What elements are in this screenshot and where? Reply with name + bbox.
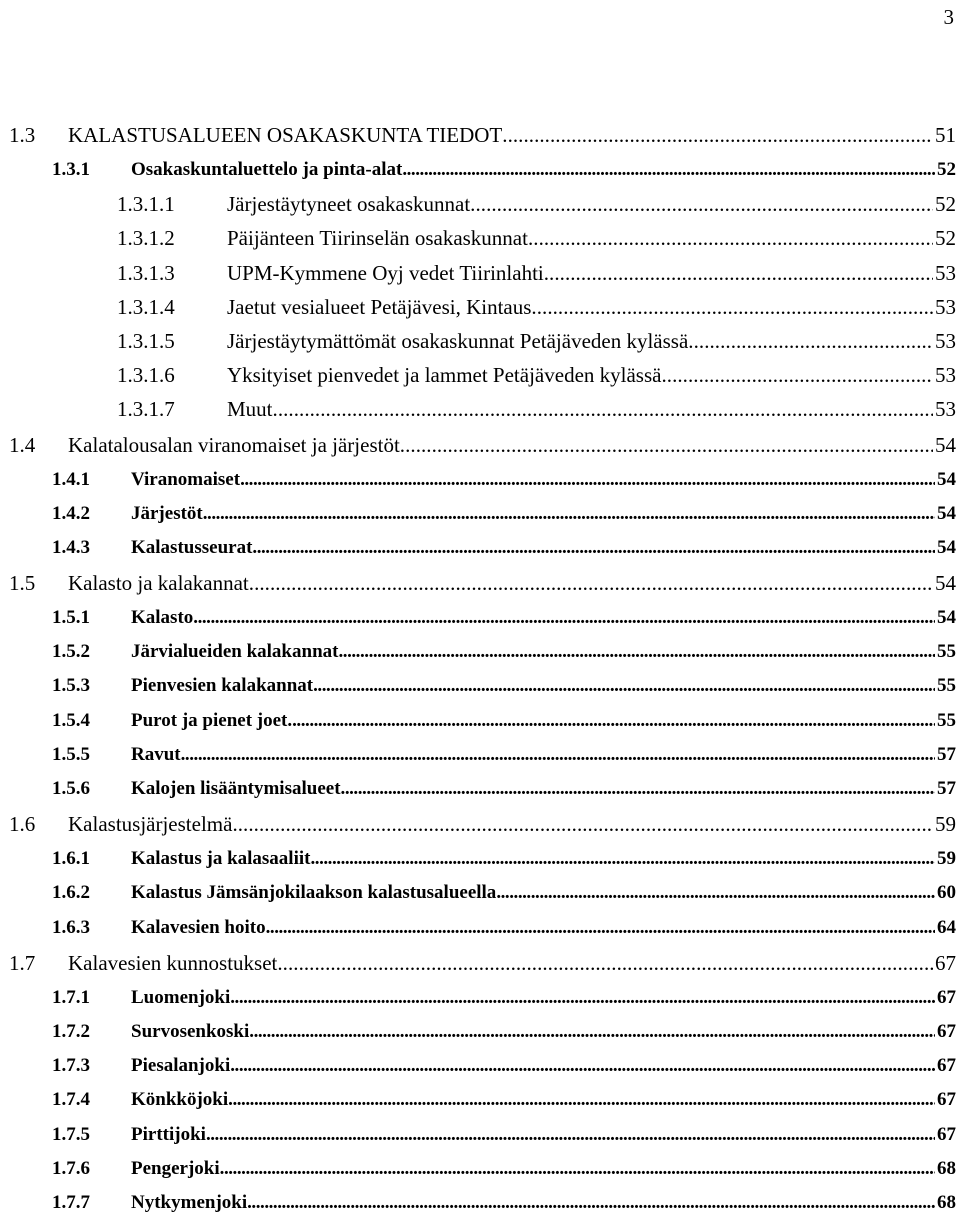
toc-entry-page: 57 [937, 778, 956, 799]
toc-entry-number: 1.7.5 [52, 1123, 90, 1145]
toc-entry-number: 1.5.1 [52, 607, 90, 629]
dot-leader [661, 358, 933, 392]
toc-entry-1-3-1-1[interactable] [0, 187, 956, 221]
toc-entry-number: 1.4.1 [52, 468, 90, 490]
toc-entry-number: 1.6 [9, 812, 36, 837]
toc-entry-title: Piesalanjoki [131, 1055, 231, 1077]
toc-entry-number: 1.3 [9, 123, 36, 147]
toc-entry-1-6[interactable] [0, 806, 956, 842]
toc-entry-title: Järjestäytyneet osakaskunnat [227, 192, 471, 217]
toc-entry-1-5-4[interactable] [0, 704, 956, 738]
toc-entry-number: 1.7.7 [52, 1191, 90, 1213]
toc-entry-number: 1.3.1.2 [117, 226, 175, 251]
toc-entry-title: Osakaskuntaluettelo ja pinta-alat [131, 159, 403, 180]
dot-leader [528, 221, 933, 255]
toc-entry-1-5-2[interactable] [0, 635, 956, 669]
toc-entry-number: 1.5.6 [52, 778, 90, 799]
toc-entry-page: 53 [935, 260, 956, 285]
toc-entry-1-3-1[interactable] [0, 153, 956, 187]
toc-entry-page: 67 [937, 1089, 956, 1111]
toc-entry-page: 54 [937, 536, 956, 558]
toc-entry-page: 54 [935, 432, 956, 457]
toc-entry-title: Yksityiset pienvedet ja lammet Petäjäveden kylässä [227, 363, 662, 388]
dot-leader [688, 324, 933, 358]
dot-leader [181, 738, 935, 772]
toc-entry-number: 1.7.2 [52, 1020, 90, 1042]
toc-entry-number: 1.7 [9, 950, 36, 975]
dot-leader [400, 427, 933, 463]
toc-entry-page: 55 [937, 675, 956, 697]
toc-entry-number: 1.3.1.6 [117, 363, 175, 388]
toc-entry-number: 1.7.4 [52, 1089, 90, 1111]
toc-entry-title: Survosenkoski [131, 1020, 250, 1042]
toc-entry-page: 54 [935, 571, 956, 596]
toc-entry-title: Pienvesien kalakannat [131, 675, 314, 697]
toc-entry-title: Ravut [131, 743, 181, 765]
toc-entry-1-3-1-6[interactable] [0, 358, 956, 392]
toc-entry-title: Kalavesien hoito [131, 916, 266, 938]
toc-entry-title: Nytkymenjoki [131, 1191, 248, 1213]
toc-entry-1-6-1[interactable] [0, 842, 956, 876]
toc-entry-title: Purot ja pienet joet. [131, 709, 293, 731]
toc-entry-1-5-3[interactable] [0, 669, 956, 703]
dot-leader [496, 876, 935, 910]
toc-entry-title: Kalavesien kunnostukset [68, 950, 278, 975]
toc-entry-title: Päijänteen Tiirinselän osakaskunnat [227, 226, 528, 251]
dot-leader [310, 842, 935, 876]
dot-leader [341, 772, 935, 806]
toc-entry-number: 1.6.3 [52, 916, 90, 938]
dot-leader [206, 1118, 935, 1152]
toc-entry-title: UPM-Kymmene Oyj vedet Tiirinlahti [227, 260, 544, 285]
dot-leader [249, 1015, 935, 1049]
toc-entry-title: Kalastus Jämsänjokilaakson kalastusalueella [131, 882, 497, 904]
toc-entry-1-6-2[interactable] [0, 876, 956, 910]
toc-entry-1-5[interactable] [0, 565, 956, 601]
toc-entry-title: Luomenjoki [131, 986, 231, 1008]
dot-leader [240, 463, 935, 497]
toc-entry-title: Kalojen lisääntymisalueet [131, 778, 341, 799]
toc-entry-1-4-1[interactable] [0, 463, 956, 497]
toc-entry-title: Järjestöt [131, 502, 203, 524]
dot-leader [230, 1049, 935, 1083]
dot-leader [338, 635, 935, 669]
toc-entry-number: 1.4.2 [52, 502, 90, 524]
toc-entry-1-3-1-7[interactable] [0, 392, 956, 426]
dot-leader [470, 187, 933, 221]
dot-leader [266, 911, 935, 945]
dot-leader [544, 256, 933, 290]
toc-entry-1-7-6[interactable] [0, 1152, 956, 1186]
toc-entry-page: 53 [935, 363, 956, 388]
dot-leader [220, 1152, 935, 1186]
table-of-contents [0, 117, 956, 1220]
toc-entry-number: 1.3.1.4 [117, 294, 175, 319]
toc-entry-page: 53 [935, 328, 956, 353]
toc-entry-page: 68 [937, 1191, 956, 1213]
toc-entry-number: 1.6.1 [52, 848, 90, 870]
dot-leader [292, 704, 935, 738]
toc-entry-number: 1.7.3 [52, 1055, 90, 1077]
toc-entry-1-7-5[interactable] [0, 1118, 956, 1152]
toc-entry-page: 67 [935, 950, 956, 975]
toc-entry-1-3[interactable] [0, 117, 956, 153]
toc-entry-page: 67 [937, 986, 956, 1008]
dot-leader [402, 153, 935, 187]
toc-entry-1-3-1-5[interactable] [0, 324, 956, 358]
toc-entry-1-4-3[interactable] [0, 531, 956, 565]
dot-leader [249, 565, 933, 601]
toc-entry-1-3-1-4[interactable] [0, 290, 956, 324]
toc-entry-title: Kalasto [131, 607, 194, 629]
toc-entry-page: 57 [937, 743, 956, 765]
toc-entry-title: Pirttijoki [131, 1123, 206, 1145]
toc-entry-page: 55 [937, 709, 956, 731]
toc-entry-page: 67 [937, 1055, 956, 1077]
toc-entry-title: Kalastusseurat [131, 536, 253, 558]
toc-entry-page: 59 [937, 848, 956, 870]
toc-entry-number: 1.5.5 [52, 743, 90, 765]
toc-entry-page: 67 [937, 1020, 956, 1042]
toc-entry-1-4-2[interactable] [0, 497, 956, 531]
dot-leader [273, 392, 933, 426]
toc-entry-page: 54 [937, 607, 956, 629]
toc-entry-title: Järjestäytymättömät osakaskunnat Petäjäveden kylässä [227, 328, 689, 353]
toc-entry-1-7[interactable] [0, 945, 956, 981]
toc-entry-page: 54 [937, 502, 956, 524]
toc-entry-1-3-1-2[interactable] [0, 221, 956, 255]
toc-entry-number: 1.5 [9, 571, 36, 596]
toc-entry-page: 64 [937, 916, 956, 938]
toc-entry-1-3-1-3[interactable] [0, 256, 956, 290]
toc-entry-1-5-1[interactable] [0, 601, 956, 635]
toc-entry-1-7-7[interactable] [0, 1186, 956, 1220]
toc-entry-page: 52 [935, 192, 956, 217]
toc-entry-title: Kalatalousalan viranomaiset ja järjestöt [68, 432, 400, 457]
toc-entry-number: 1.4.3 [52, 536, 90, 558]
toc-entry-title: Kalasto ja kalakannat [68, 571, 249, 596]
page-number: 3 [943, 5, 954, 29]
toc-entry-page: 68 [937, 1157, 956, 1179]
toc-entry-1-7-3[interactable] [0, 1049, 956, 1083]
toc-entry-number: 1.5.3 [52, 675, 90, 697]
toc-entry-number: 1.5.2 [52, 641, 90, 663]
toc-entry-page: 53 [935, 294, 956, 319]
dot-leader [502, 117, 933, 153]
dot-leader [232, 806, 933, 842]
toc-entry-1-5-5[interactable] [0, 738, 956, 772]
toc-entry-number: 1.3.1.5 [117, 328, 175, 353]
toc-entry-number: 1.3.1 [52, 159, 90, 180]
toc-entry-page: 54 [937, 468, 956, 490]
toc-entry-title: Kalastusjärjestelmä [68, 812, 233, 837]
toc-entry-title: Järvialueiden kalakannat [131, 641, 339, 663]
toc-entry-page: 59 [935, 812, 956, 837]
dot-leader [313, 669, 935, 703]
toc-entry-1-5-6[interactable] [0, 772, 956, 806]
toc-entry-title: Könkköjoki [131, 1089, 229, 1111]
toc-entry-number: 1.7.1 [52, 986, 90, 1008]
toc-entry-1-6-3[interactable] [0, 911, 956, 945]
toc-entry-page: 60 [937, 882, 956, 904]
dot-leader [193, 601, 935, 635]
toc-entry-number: 1.6.2 [52, 882, 90, 904]
dot-leader [252, 531, 935, 565]
dot-leader [531, 290, 933, 324]
toc-entry-title: Jaetut vesialueet Petäjävesi, Kintaus [227, 294, 532, 319]
toc-entry-1-7-2[interactable] [0, 1015, 956, 1049]
toc-entry-page: 52 [937, 159, 956, 180]
toc-entry-title: Viranomaiset [131, 468, 241, 490]
toc-entry-1-7-4[interactable] [0, 1083, 956, 1117]
toc-entry-page: 55 [937, 641, 956, 663]
toc-entry-page: 51 [935, 123, 956, 147]
toc-entry-number: 1.4 [9, 432, 36, 457]
toc-entry-page: 52 [935, 226, 956, 251]
toc-entry-page: 53 [935, 397, 956, 422]
toc-entry-number: 1.3.1.1 [117, 192, 175, 217]
toc-entry-title: Kalastus ja kalasaaliit [131, 848, 311, 870]
toc-entry-number: 1.3.1.3 [117, 260, 175, 285]
toc-entry-1-4[interactable] [0, 427, 956, 463]
toc-entry-number: 1.5.4 [52, 709, 90, 731]
toc-entry-title: KALASTUSALUEEN OSAKASKUNTA TIEDOT [68, 123, 503, 147]
dot-leader [228, 1083, 935, 1117]
dot-leader [203, 497, 935, 531]
dot-leader [247, 1186, 935, 1220]
dot-leader [277, 945, 933, 981]
toc-entry-1-7-1[interactable] [0, 981, 956, 1015]
toc-entry-number: 1.7.6 [52, 1157, 90, 1179]
toc-entry-number: 1.3.1.7 [117, 397, 175, 422]
dot-leader [230, 981, 935, 1015]
toc-entry-page: 67 [937, 1123, 956, 1145]
toc-entry-title: Pengerjoki [131, 1157, 220, 1179]
toc-entry-title: Muut [227, 397, 273, 422]
